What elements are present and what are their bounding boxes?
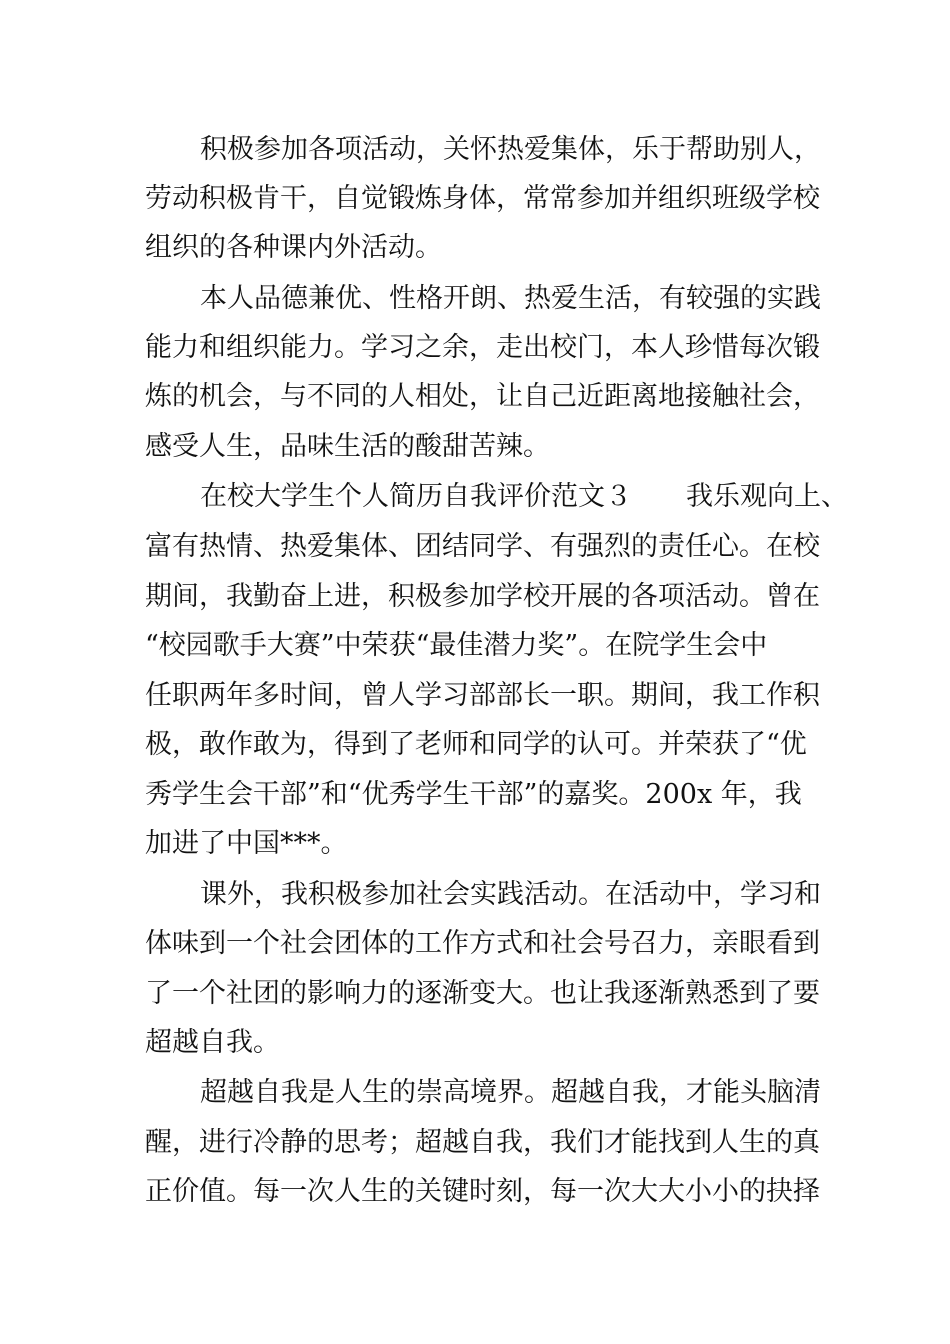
text-line: 了一个社团的影响力的逐渐变大。也让我逐渐熟悉到了要 [145,978,820,1009]
text-line: 醒，进行冷静的思考；超越自我，我们才能找到人生的真 [145,1127,820,1158]
text-line: 超越自我是人生的崇高境界。超越自我，才能头脑清 [200,1077,821,1108]
text-line: 课外，我积极参加社会实践活动。在活动中，学习和 [200,879,821,910]
text-line: 期间，我勤奋上进，积极参加学校开展的各项活动。曾在 [145,581,820,612]
text-line: 组织的各种课内外活动。 [145,232,442,263]
text-line: 本人品德兼优、性格开朗、热爱生活，有较强的实践 [200,283,821,314]
text-line: 正价值。每一次人生的关键时刻，每一次大大小小的抉择 [145,1176,820,1207]
text-line: 劳动积极肯干，自觉锻炼身体，常常参加并组织班级学校 [145,183,820,214]
text-line: 炼的机会，与不同的人相处，让自己近距离地接触社会， [145,381,820,412]
text-line: 感受人生，品味生活的酸甜苦辣。 [145,431,550,462]
text-line: 在校大学生个人简历自我评价范文３ 我乐观向上、 [200,481,848,512]
text-line: 富有热情、热爱集体、团结同学、有强烈的责任心。在校 [145,531,820,562]
text-line: “校园歌手大赛”中荣获“最佳潜力奖”。在院学生会中 [145,630,768,661]
text-line: 体味到一个社会团体的工作方式和社会号召力，亲眼看到 [145,928,820,959]
text-line: 能力和组织能力。学习之余，走出校门，本人珍惜每次锻 [145,332,820,363]
text-line: 极，敢作敢为，得到了老师和同学的认可。并荣获了“优 [145,729,807,760]
text-line: 任职两年多时间，曾人学习部部长一职。期间，我工作积 [145,680,820,711]
text-line: 秀学生会干部”和“优秀学生干部”的嘉奖。200x 年，我 [145,779,802,810]
text-line: 超越自我。 [145,1027,280,1058]
text-line: 积极参加各项活动，关怀热爱集体，乐于帮助别人， [200,134,821,165]
text-line: 加进了中国***。 [145,828,348,859]
